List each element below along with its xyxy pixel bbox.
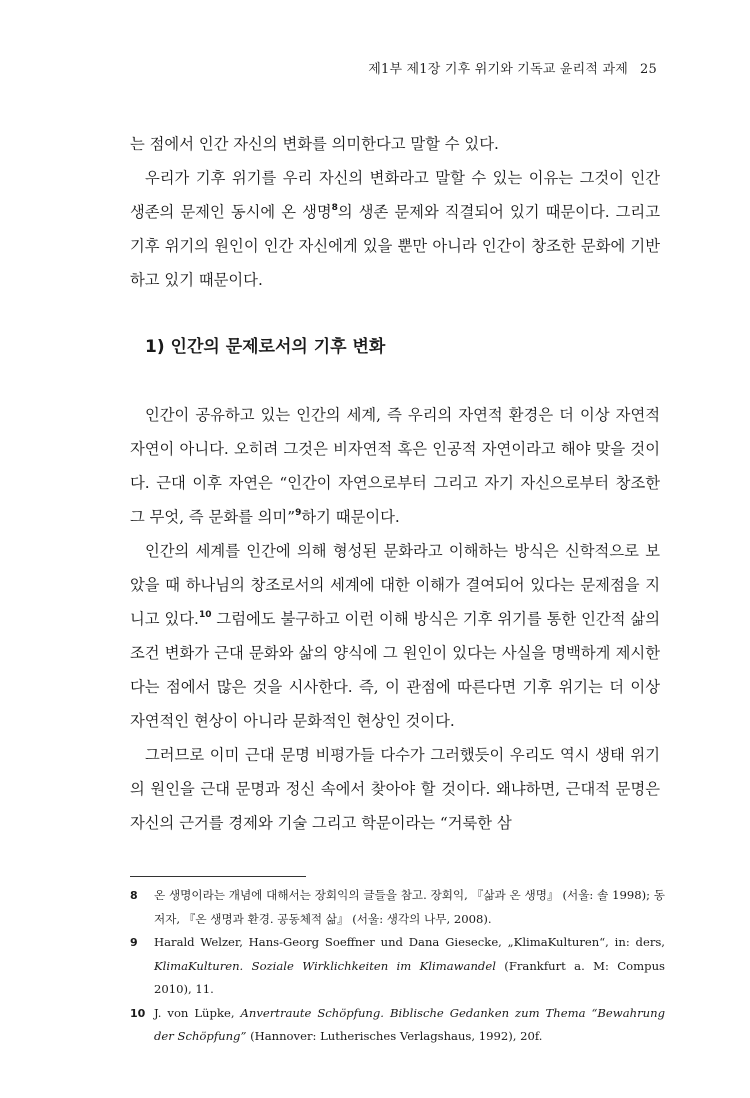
running-title: 제1부 제1장 기후 위기와 기독교 윤리적 과제 (368, 62, 629, 77)
footnote-8: 8 온 생명이라는 개념에 대해서는 장회익의 글들을 참고. 장회익, 『삶과 온 생명』 (서울: 솔 1998); 동저자, 『온 생명과 환경. 공동체적 삶』 (서울: 생각의 나무, 2008). (130, 884, 665, 931)
paragraph: 인간이 공유하고 있는 인간의 세계, 즉 우리의 자연적 환경은 더 이상 자연적 자연이 아니다. 오히려 그것은 비자연적 혹은 인공적 자연이라고 해야 맞을 것이다. 근대 이후 자연은 “인간이 자연으로부터 그리고 자기 자신으로부터 창조한 그 무엇, 즉 문화를 의미”$^9$하기 때문이다. (130, 406, 660, 526)
running-header (368, 58, 657, 77)
footnotes (130, 884, 665, 1049)
paragraph: 인간의 세계를 인간에 의해 형성된 문화라고 이해하는 방식은 신학적으로 보았을 때 하나님의 창조로서의 세계에 대한 이해가 결여되어 있다는 문제점을 지니고 있다.$^{10}$ 그럼에도 불구하고 이런 이해 방식은 기후 위기를 통한 인간적 삶의 조건 변화가 근대 문화와 삶의 양식에 그 원인이 있다는 사실을 명백하게 제시한다는 점에서 많은 것을 시사한다. 즉, 이 관점에 따른다면 기후 위기는 더 이상 자연적인 현상이 아니라 문화적인 현상인 것이다. (130, 542, 660, 730)
paragraph: 우리가 기후 위기를 우리 자신의 변화라고 말할 수 있는 이유는 그것이 인간 생존의 문제인 동시에 온 생명$^8$의 생존 문제와 직결되어 있기 때문이다. 그리고 기후 위기의 원인이 인간 자신에게 있을 뿐만 아니라 인간이 창조한 문화에 기반하고 있기 때문이다. (130, 169, 660, 289)
footnote-10: 10 J. von Lüpke, Anvertraute Schöpfung. Biblische Gedanken zum Thema “Bewahrung der Schöpfung” (Hannover: Lutherisches Verlagshaus, 1992), 20f. (130, 1002, 665, 1049)
footnote-number: 9 (130, 936, 138, 949)
footnote-ref-9[interactable]: 9 (295, 508, 302, 518)
page-number: 25 (640, 62, 657, 77)
paragraph: 는 점에서 인간 자신의 변화를 의미한다고 말할 수 있다. (130, 135, 499, 153)
footnote-9: 9 Harald Welzer, Hans-Georg Soeffner und Dana Giesecke, „KlimaKulturen“, in: ders, KlimaKulturen. Soziale Wirklichkeiten im Klimawandel (Frankfurt a. M: Compus 2010), 11. (130, 931, 665, 1002)
footnote-divider (130, 876, 306, 877)
section-heading: 1) 인간의 문제로서의 기후 변화 (145, 337, 386, 357)
body-text-top (130, 127, 660, 297)
footnote-ref-10[interactable]: 10 (198, 610, 212, 620)
footnote-ref-8[interactable]: 8 (331, 203, 338, 213)
paragraph: 그러므로 이미 근대 문명 비평가들 다수가 그러했듯이 우리도 역시 생태 위기의 원인을 근대 문명과 정신 속에서 찾아야 할 것이다. 왜냐하면, 근대적 문명은 자신의 근거를 경제와 기술 그리고 학문이라는 “거룩한 삼 (130, 746, 660, 832)
body-text-main (130, 398, 660, 840)
footnote-number: 8 (130, 889, 138, 902)
footnote-number: 10 (130, 1006, 146, 1020)
